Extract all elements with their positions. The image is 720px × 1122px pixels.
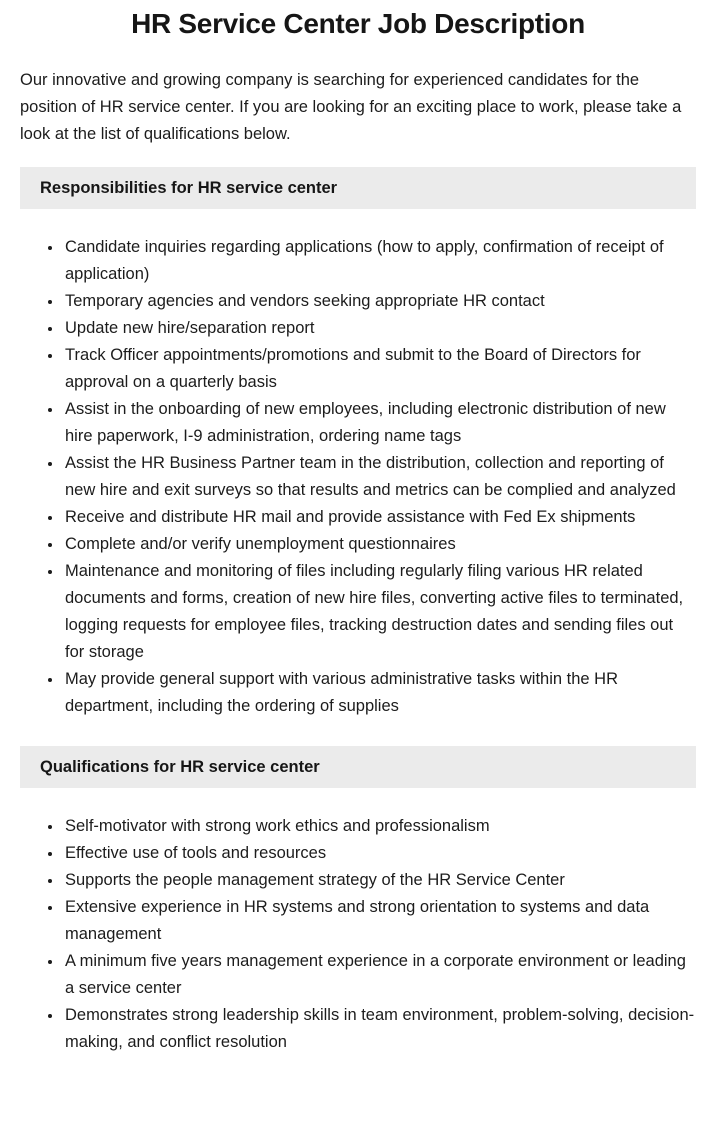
list-item: • Receive and distribute HR mail and provide assistance with Fed Ex shipments: [63, 504, 696, 531]
list-item: • Assist in the onboarding of new employees, including electronic distribution of new hire paperwork, I-9 administration, ordering name tags: [63, 396, 696, 450]
qualifications-list: [20, 813, 696, 1056]
list-item: • Supports the people management strategy of the HR Service Center: [63, 867, 696, 894]
intro-paragraph: Our innovative and growing company is searching for experienced candidates for the position of HR service center. If you are looking for an exciting place to work, please take a look at the list of qualifications below.: [20, 71, 682, 143]
list-item: • A minimum five years management experience in a corporate environment or leading a service center: [63, 948, 696, 1002]
list-item: • Complete and/or verify unemployment questionnaires: [63, 531, 696, 558]
list-item: • Extensive experience in HR systems and strong orientation to systems and data management: [63, 894, 696, 948]
list-item: • Demonstrates strong leadership skills in team environment, problem-solving, decision-making, and conflict resolution: [63, 1002, 696, 1056]
list-item: • Self-motivator with strong work ethics and professionalism: [63, 813, 696, 840]
list-item: • Assist the HR Business Partner team in the distribution, collection and reporting of new hire and exit surveys so that results and metrics can be complied and analyzed: [63, 450, 696, 504]
list-item: • Track Officer appointments/promotions and submit to the Board of Directors for approval on a quarterly basis: [63, 342, 696, 396]
list-item: • Temporary agencies and vendors seeking appropriate HR contact: [63, 288, 696, 315]
page-title: HR Service Center Job Description: [131, 8, 585, 39]
list-item: • Maintenance and monitoring of files including regularly filing various HR related documents and forms, creation of new hire files, converting active files to terminated, logging requests for employee files, tracking destruction dates and sending files out for storage: [63, 558, 696, 666]
section-header-qualifications: [20, 746, 696, 788]
section-heading-text: Qualifications for HR service center: [40, 757, 320, 776]
list-item: • Effective use of tools and resources: [63, 840, 696, 867]
section-heading-text: Responsibilities for HR service center: [40, 178, 338, 197]
list-item: • May provide general support with various administrative tasks within the HR department, including the ordering of supplies: [63, 666, 696, 720]
list-item: • Candidate inquiries regarding applications (how to apply, confirmation of receipt of application): [63, 234, 696, 288]
responsibilities-list: [20, 234, 696, 720]
list-item: • Update new hire/separation report: [63, 315, 696, 342]
section-header-responsibilities: [20, 167, 696, 209]
